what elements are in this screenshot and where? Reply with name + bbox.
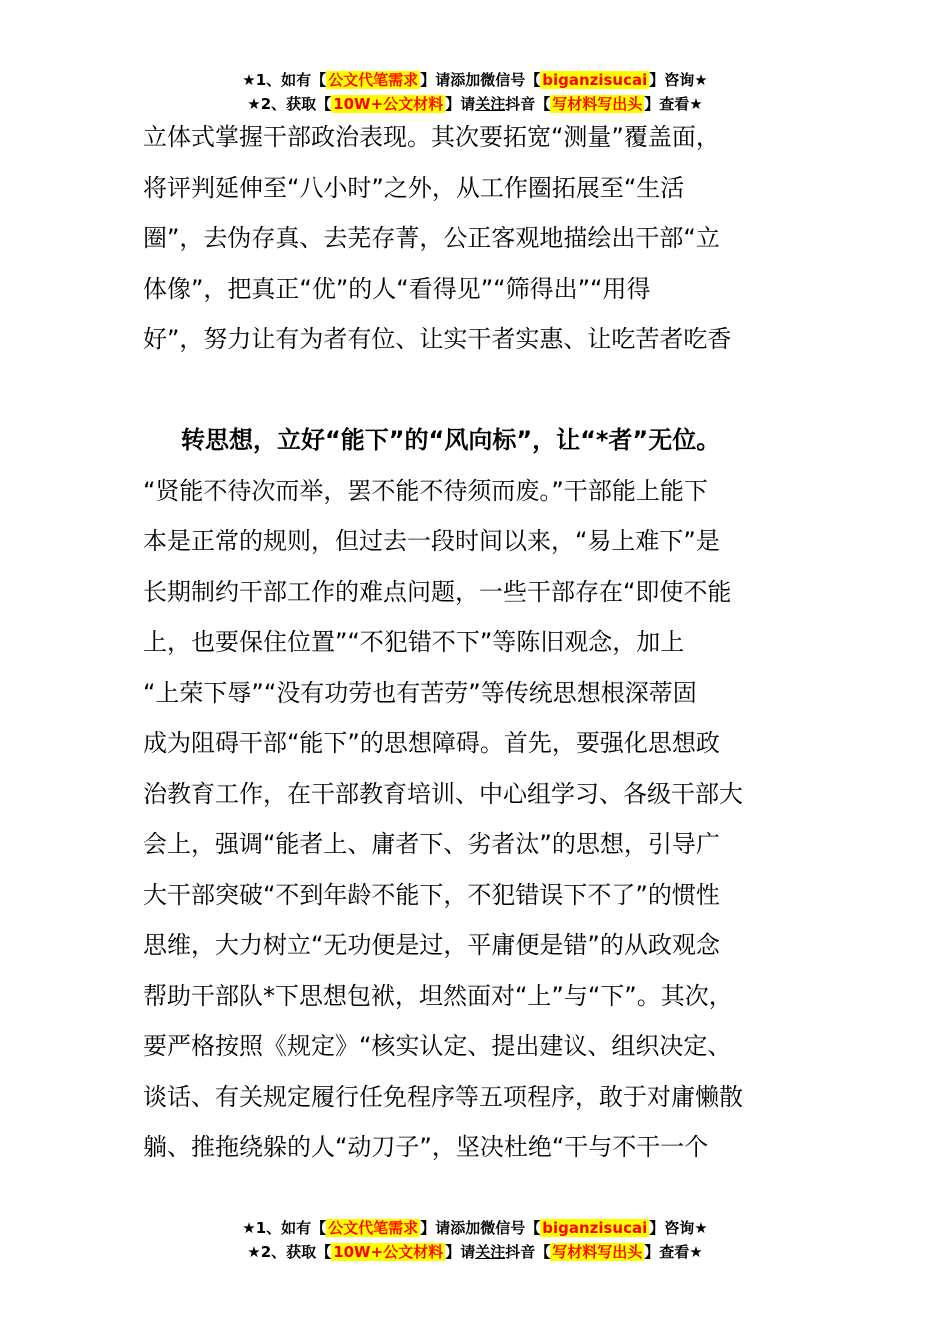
text-line: 将评判延伸至“八小时”之外，从工作圈拓展至“生活 [143, 173, 685, 202]
text-line: 上，也要保住位置”“不犯错不下”等陈旧观念，加上 [143, 628, 685, 656]
text-line: 成为阻碍干部“能下”的思想障碍。首先，要强化思想政 [143, 729, 720, 757]
banner-line-2 [0, 1240, 950, 1264]
banner-text: ★1、如有【 [242, 1219, 327, 1237]
paragraph-2 [143, 466, 833, 1173]
paragraph-1 [143, 112, 833, 365]
banner-text: 抖音【 [505, 1243, 551, 1261]
text-line: 谈话、有关规定履行任免程序等五项程序，敢于对庸懒散 [143, 1082, 743, 1111]
text-line: “上荣下辱”“没有功劳也有苦劳”等传统思想根深蒂固 [143, 678, 697, 707]
banner-highlight: 写材料写出头 [552, 1243, 643, 1261]
banner-line-1 [0, 1216, 950, 1240]
paragraph-gap [143, 365, 833, 416]
banner-text: 】请 [445, 95, 476, 113]
banner-text: ★1、如有【 [242, 71, 327, 89]
banner-text: 】请添加微信号【 [420, 1219, 541, 1237]
banner-text: 】请添加微信号【 [420, 71, 541, 89]
banner-text: 抖音【 [505, 95, 551, 113]
banner-highlight: 10W+公文材料 [333, 95, 444, 113]
text-line: 大干部突破“不到年龄不能下，不犯错误下不了”的惯性 [143, 880, 720, 909]
text-line: 要严格按照《规定》“核实认定、提出建议、组织决定、 [143, 1032, 732, 1060]
wechat-id: biganzisucai [542, 71, 648, 89]
text-line: 立体式掌握干部政治表现。其次要拓宽“测量”覆盖面， [143, 123, 720, 151]
text-line: 治教育工作，在干部教育培训、中心组学习、各级干部大 [143, 779, 743, 808]
banner-highlight: 公文代笔需求 [328, 1219, 419, 1237]
banner-line-1 [0, 68, 950, 92]
banner-text: 】咨询★ [649, 1219, 708, 1237]
banner-underlined: 关注 [475, 95, 506, 113]
banner-text: 】请 [445, 1243, 476, 1261]
text-line: 长期制约干部工作的难点问题，一些干部存在“即使不能 [143, 577, 732, 606]
text-line: 好”，努力让有为者有位、让实干者实惠、让吃苦者吃香 [143, 325, 732, 353]
text-line: 躺、推拖绕躲的人“动刀子”，坚决杜绝“干与不干一个 [143, 1133, 709, 1161]
banner-highlight: 10W+公文材料 [333, 1243, 444, 1261]
banner-text: 】咨询★ [649, 71, 708, 89]
text-line: 圈”，去伪存真、去芜存菁，公正客观地描绘出干部“立 [143, 224, 720, 252]
footer-banner [0, 1216, 950, 1264]
text-line: 思维，大力树立“无功便是过，平庸便是错”的从政观念 [143, 931, 720, 959]
wechat-id: biganzisucai [542, 1219, 648, 1237]
banner-text: 】查看★ [644, 95, 703, 113]
banner-text: ★2、获取【 [247, 1243, 332, 1261]
banner-highlight: 写材料写出头 [552, 95, 643, 113]
banner-highlight: 公文代笔需求 [328, 71, 419, 89]
text-line: 会上，强调“能者上、庸者下、劣者汰”的思想，引导广 [143, 830, 720, 858]
text-line: 体像”，把真正“优”的人“看得见”“筛得出”“用得 [143, 274, 651, 303]
text-line: 本是正常的规则，但过去一段时间以来，“易上难下”是 [143, 527, 720, 555]
banner-underlined: 关注 [475, 1243, 506, 1261]
banner-text: ★2、获取【 [247, 95, 332, 113]
document-body [143, 112, 833, 1173]
text-line: 帮助干部队*下思想包袱，坦然面对“上”与“下”。其次， [143, 981, 733, 1010]
banner-text: 】查看★ [644, 1243, 703, 1261]
text-line: “贤能不待次而举，罢不能不待须而废。”干部能上能下 [143, 476, 708, 505]
header-banner [0, 68, 950, 116]
section-heading: 转思想，立好“能下”的“风向标”，让“*者”无位。 [181, 426, 721, 454]
